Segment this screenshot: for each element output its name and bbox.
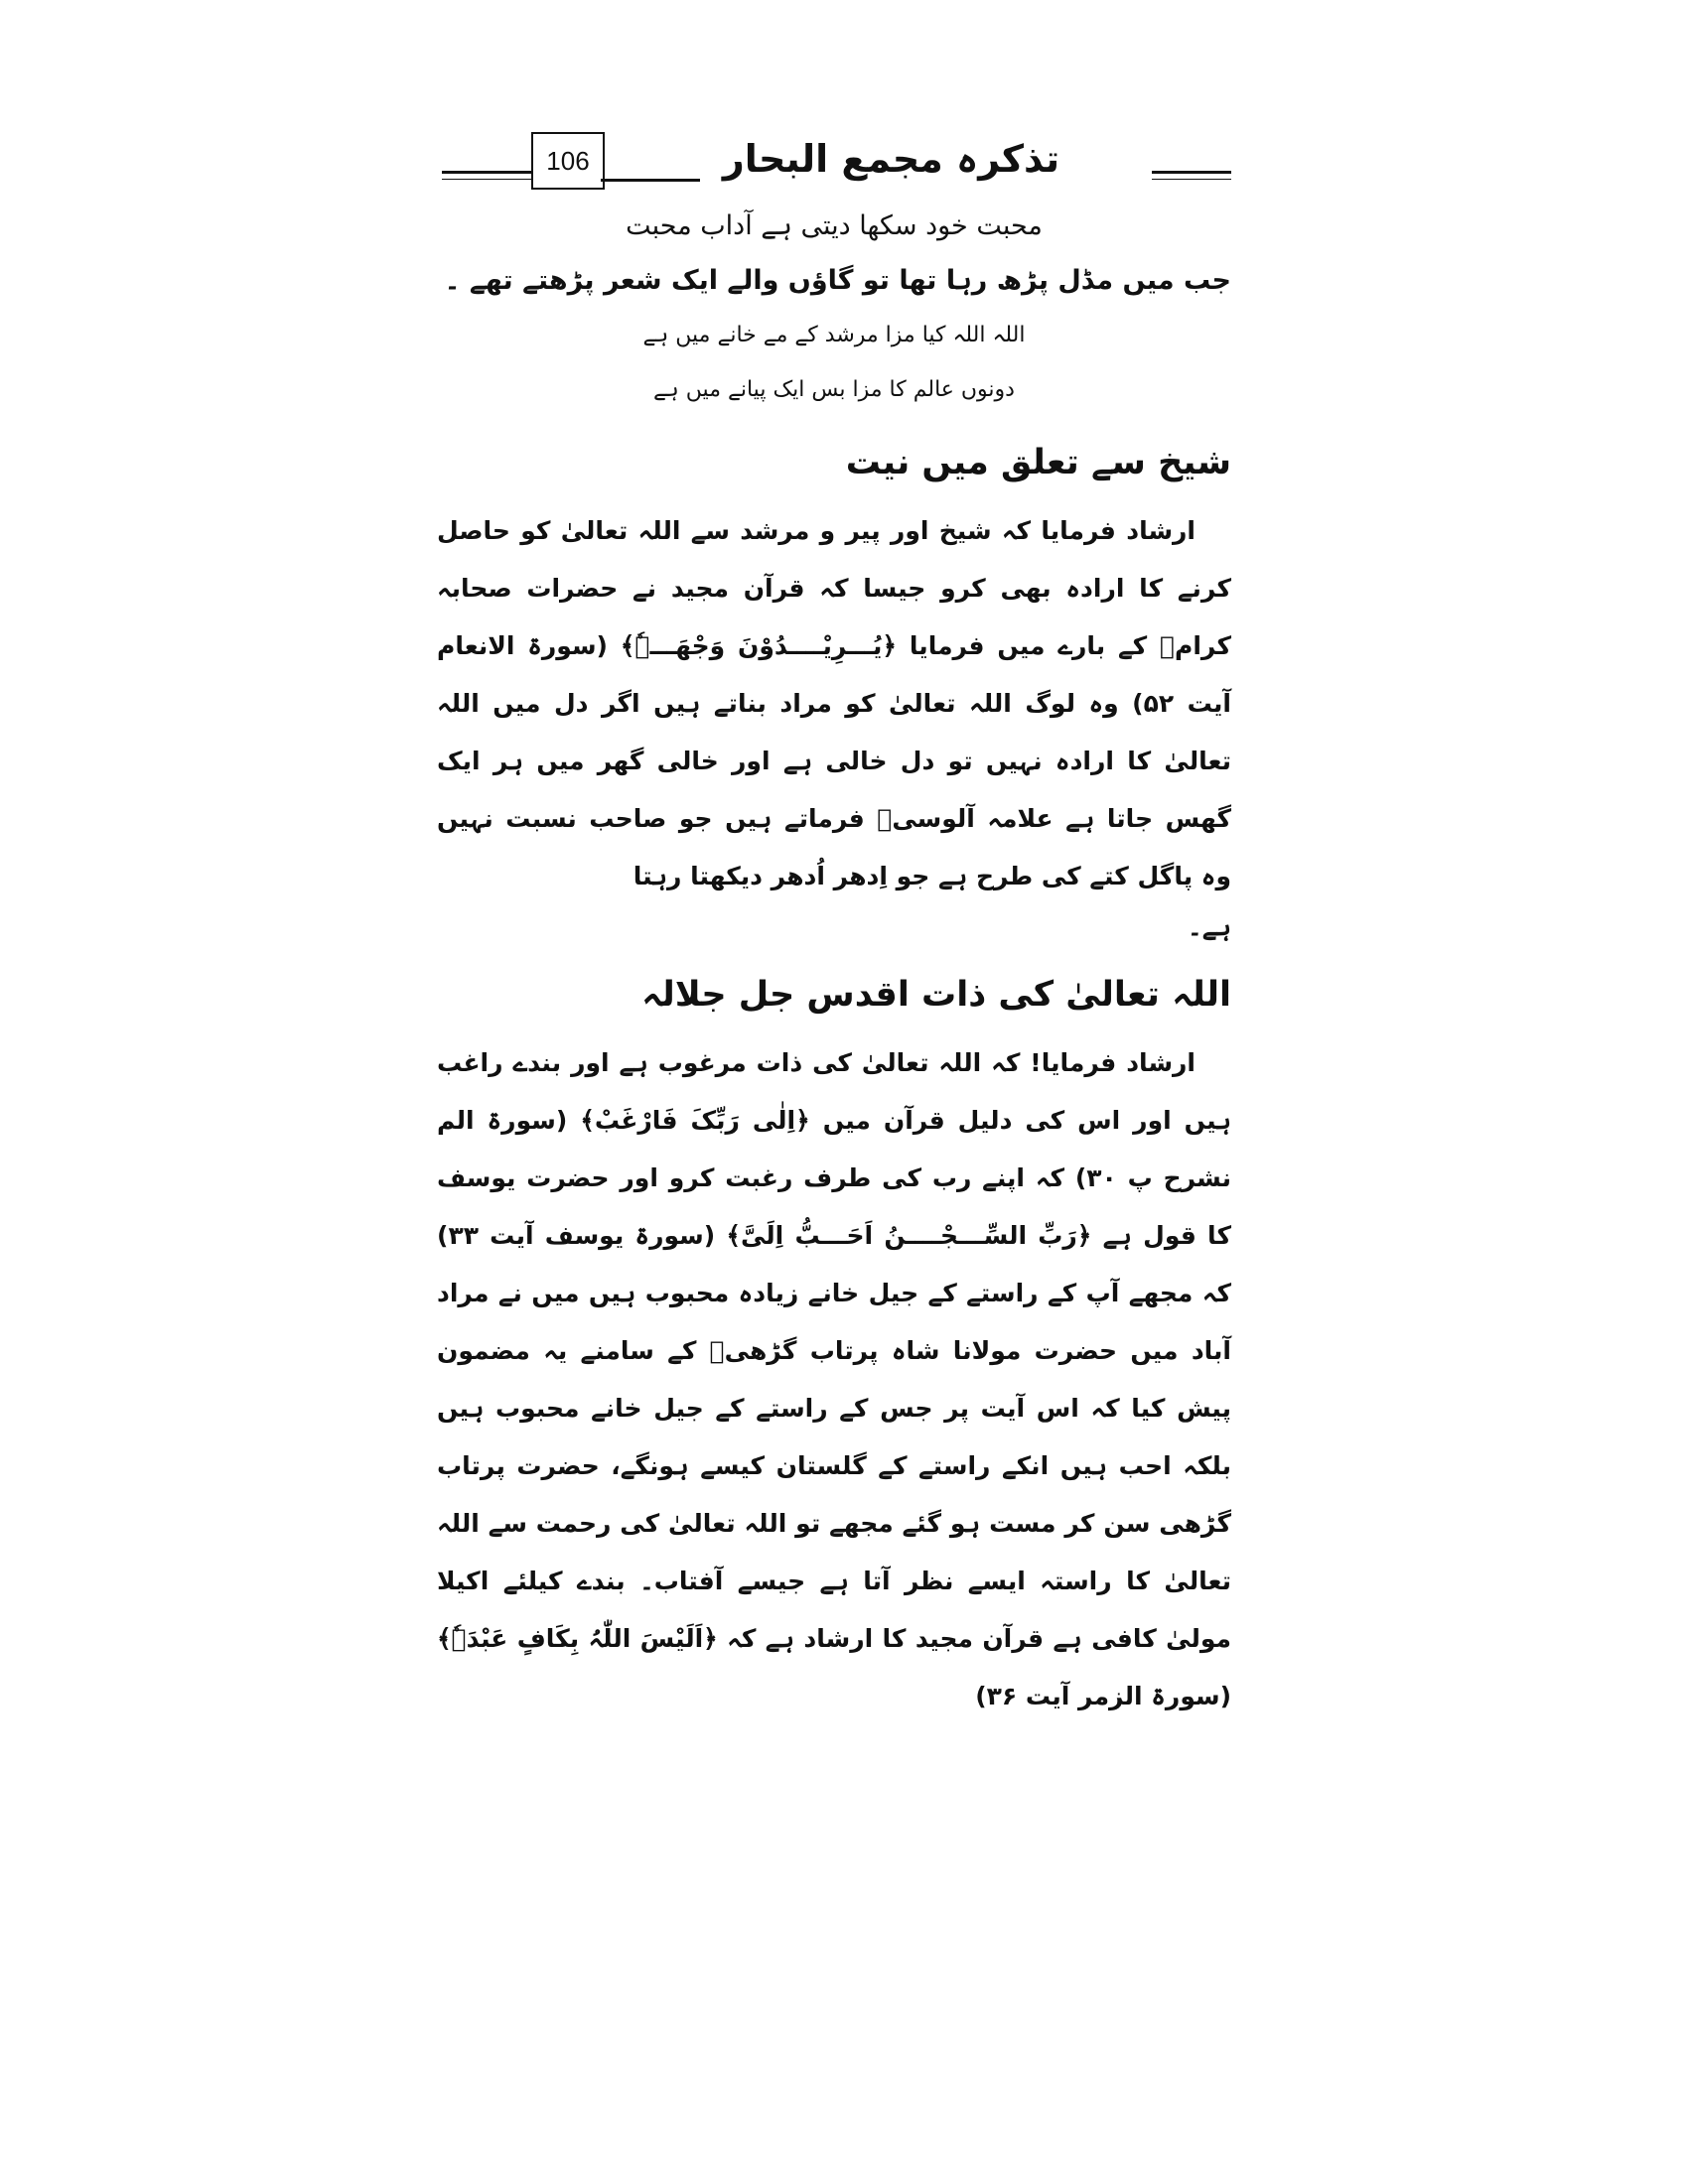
section-heading-1: شیخ سے تعلق میں نیت (845, 443, 1231, 482)
section-paragraph-1-tail: ہے۔ (1188, 912, 1231, 941)
section-paragraph-1 (437, 502, 1231, 905)
couplet-line-1: اللہ اللہ کیا مزا مرشد کے مے خانے میں ہے (642, 323, 1026, 347)
section-paragraph-2 (437, 1034, 1231, 1725)
header-rule-left-thin (442, 179, 531, 180)
couplet-line-2: دونوں عالم کا مزا بس ایک پیانے میں ہے (653, 377, 1015, 402)
header-rule-left (442, 171, 531, 174)
book-title: تذکرہ مجمع البحار (722, 137, 1060, 181)
intro-line: جب میں مڈل پڑھ رہا تھا تو گاؤں والے ایک شعر پڑھتے تھے ۔ (444, 265, 1231, 296)
header-rule-right (1152, 171, 1231, 174)
section-paragraph-1-text: ارشاد فرمایا کہ شیخ اور پیر و مرشد سے اللہ تعالیٰ کو حاصل کرنے کا ارادہ بھی کرو جیسا کہ قرآن مجید نے حضرات صحابہ کرامؓ کے بارے میں فرمایا ﴿یُـــرِیْــــدُوْنَ وَجْھَـــہٗ﴾ (سورۃ الانعام آیت ۵۲) وہ لوگ اللہ تعالیٰ کو مراد بناتے ہیں اگر دل میں اللہ تعالیٰ کا ارادہ نہیں تو دل خالی ہے اور خالی گھر میں ہر ایک گھس جاتا ہے علامہ آلوسیؒ فرماتے ہیں جو صاحب نسبت نہیں وہ پاگل کتے کی طرح ہے جو اِدھر اُدھر دیکھتا رہتا (437, 516, 1231, 890)
header-rule-right-thin (1152, 179, 1231, 180)
page-header (0, 0, 1688, 199)
page-body (437, 199, 1231, 1725)
verse-line: محبت خود سکھا دیتی ہے آداب محبت (626, 210, 1043, 241)
section-heading-2: اللہ تعالیٰ کی ذات اقدس جل جلالہ (641, 975, 1231, 1015)
section-paragraph-2-text: ارشاد فرمایا! کہ اللہ تعالیٰ کی ذات مرغوب ہے اور بندے راغب ہیں اور اس کی دلیل قرآن میں ﴿اِلٰی رَبِّکَ فَارْغَبْ﴾ (سورۃ الم نشرح پ ۳۰) کہ اپنے رب کی طرف رغبت کرو اور حضرت یوسف کا قول ہے ﴿رَبِّ السِّـــجْــــنُ اَحَـــبُّ اِلَیَّ﴾ (سورۃ یوسف آیت ۳۳) کہ مجھے آپ کے راستے کے جیل خانے زیادہ محبوب ہیں میں نے مراد آباد میں حضرت مولانا شاہ پرتاب گڑھیؒ کے سامنے یہ مضمون پیش کیا کہ اس آیت پر جس کے راستے کے جیل خانے محبوب ہیں بلکہ احب ہیں انکے راستے کے گلستان کیسے ہونگے، حضرت پرتاب گڑھی سن کر مست ہو گئے مجھے تو اللہ تعالیٰ کی رحمت سے اللہ تعالیٰ کا راستہ ایسے نظر آتا ہے جیسے آفتاب۔ بندے کیلئے اکیلا مولیٰ کافی ہے قرآن مجید کا ارشاد ہے کہ ﴿اَلَیْسَ اللّٰہُ بِکَافٍ عَبْدَہٗ﴾ (سورۃ الزمر آیت ۳۶) (437, 1048, 1231, 1710)
page-number: 106 (531, 132, 605, 190)
